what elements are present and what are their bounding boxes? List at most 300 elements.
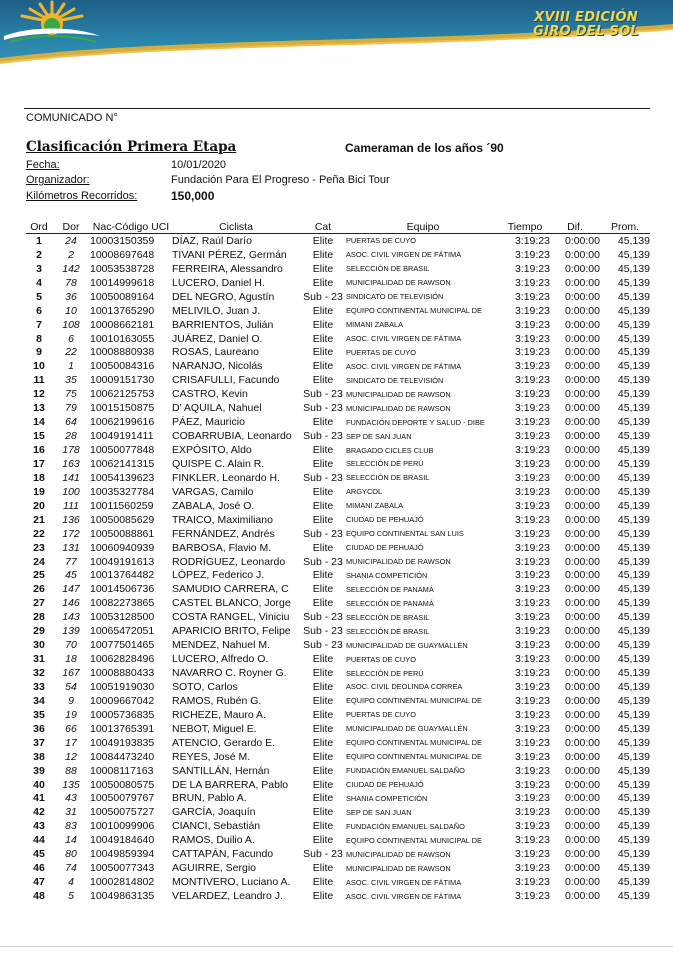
cell-category: Elite: [312, 541, 334, 554]
cell-avg-speed: 45,139: [617, 332, 650, 345]
cell-avg-speed: 45,139: [617, 653, 650, 666]
table-row: [26, 513, 650, 527]
cell-time: 3:19:23: [514, 485, 550, 498]
cell-category: Elite: [312, 806, 334, 819]
cell-rider: FERREIRA, Alessandro: [172, 262, 283, 275]
cell-category: Elite: [312, 834, 334, 847]
cell-gap: 0:00:00: [564, 276, 600, 289]
cell-time: 3:19:23: [514, 276, 550, 289]
cell-category: Elite: [312, 304, 334, 317]
cell-ord: 8: [36, 332, 42, 345]
event-name: GIRO DEL SOL: [533, 24, 639, 39]
cell-team: MUNICIPALIDAD DE GUAYMALLÉN: [346, 640, 468, 650]
cell-time: 3:19:23: [514, 667, 550, 680]
cell-time: 3:19:23: [514, 290, 550, 303]
cell-uci-code: 10050077343: [90, 862, 155, 875]
cell-ord: 43: [33, 820, 45, 833]
cell-rider: NAVARRO C. Royner G.: [172, 667, 287, 680]
cell-category: Elite: [312, 318, 334, 331]
cell-dorsal: 141: [62, 471, 80, 484]
cell-uci-code: 10008880938: [90, 346, 155, 359]
cell-uci-code: 10050084316: [90, 360, 155, 373]
cell-ord: 45: [33, 848, 45, 861]
cell-category: Elite: [312, 778, 334, 791]
cell-uci-code: 10008880433: [90, 667, 155, 680]
cell-rider: FERNÁNDEZ, Andrés: [172, 527, 275, 540]
cell-avg-speed: 45,139: [617, 625, 650, 638]
cell-team: ASOC. CIVIL DEOLINDA CORREA: [346, 682, 463, 692]
cell-time: 3:19:23: [514, 374, 550, 387]
table-row: [26, 610, 650, 624]
table-row: [26, 694, 650, 708]
cell-avg-speed: 45,139: [617, 416, 650, 429]
cell-ord: 31: [33, 653, 45, 666]
cell-dorsal: 111: [63, 499, 79, 512]
cell-time: 3:19:23: [514, 332, 550, 345]
cell-rider: DÍAZ, Raúl Darío: [172, 234, 252, 247]
cell-rider: VELARDEZ, Leandro J.: [172, 890, 283, 903]
cell-dorsal: 147: [62, 583, 80, 596]
table-row: [26, 499, 650, 513]
cell-avg-speed: 45,139: [617, 862, 650, 875]
cell-avg-speed: 45,139: [617, 304, 650, 317]
cell-avg-speed: 45,139: [617, 527, 650, 540]
cell-time: 3:19:23: [514, 848, 550, 861]
cell-gap: 0:00:00: [564, 667, 600, 680]
col-header-tiempo: Tiempo: [500, 220, 550, 234]
cell-ord: 44: [33, 834, 45, 847]
table-row: [26, 778, 650, 792]
cell-time: 3:19:23: [514, 416, 550, 429]
table-row: [26, 638, 650, 652]
cell-avg-speed: 45,139: [617, 360, 650, 373]
cell-gap: 0:00:00: [564, 625, 600, 638]
cell-category: Elite: [312, 276, 334, 289]
cell-avg-speed: 45,139: [617, 262, 650, 275]
cell-dorsal: 80: [65, 848, 77, 861]
cell-ord: 15: [33, 430, 45, 443]
cell-time: 3:19:23: [514, 722, 550, 735]
table-row: [26, 346, 650, 360]
cell-avg-speed: 45,139: [617, 444, 650, 457]
cell-avg-speed: 45,139: [617, 513, 650, 526]
cell-avg-speed: 45,139: [617, 778, 650, 791]
cell-gap: 0:00:00: [564, 569, 600, 582]
table-row: [26, 387, 650, 401]
cell-gap: 0:00:00: [564, 444, 600, 457]
cell-rider: DEL NEGRO, Agustín: [172, 290, 275, 303]
cell-gap: 0:00:00: [564, 290, 600, 303]
cell-avg-speed: 45,139: [617, 569, 650, 582]
cell-uci-code: 10013765290: [90, 304, 155, 317]
cell-avg-speed: 45,139: [617, 736, 650, 749]
cell-team: ASOC. CIVIL VIRGEN DE FÁTIMA: [346, 891, 462, 901]
stage-subtitle: Cameraman de los años ´90: [345, 141, 504, 155]
cell-gap: 0:00:00: [564, 708, 600, 721]
cell-time: 3:19:23: [514, 569, 550, 582]
cell-uci-code: 10010163055: [90, 332, 155, 345]
cell-time: 3:19:23: [514, 430, 550, 443]
cell-team: EQUIPO CONTINENTAL MUNICIPAL DE: [346, 738, 482, 748]
cell-ord: 26: [33, 583, 45, 596]
cell-team: CIUDAD DE PEHUAJÓ: [346, 515, 424, 525]
table-row: [26, 318, 650, 332]
km-row: [26, 189, 215, 203]
cell-gap: 0:00:00: [564, 653, 600, 666]
cell-rider: FINKLER, Leonardo H.: [172, 471, 280, 484]
cell-category: Elite: [312, 444, 334, 457]
cell-rider: COBARRUBIA, Leonardo: [172, 430, 292, 443]
cell-category: Elite: [312, 667, 334, 680]
cell-dorsal: 78: [65, 276, 77, 289]
cell-ord: 34: [33, 694, 45, 707]
cell-rider: ZABALA, José O.: [172, 499, 255, 512]
cell-avg-speed: 45,139: [617, 806, 650, 819]
cell-uci-code: 10008662181: [90, 318, 155, 331]
table-row: [26, 736, 650, 750]
cell-gap: 0:00:00: [564, 457, 600, 470]
cell-gap: 0:00:00: [564, 890, 600, 903]
cell-rider: SAMUDIO CARRERA, C: [172, 583, 289, 596]
cell-category: Elite: [312, 792, 334, 805]
cell-time: 3:19:23: [514, 806, 550, 819]
cell-ord: 1: [36, 234, 42, 247]
cell-uci-code: 10050088861: [90, 527, 155, 540]
col-header-equipo: Equipo: [346, 220, 500, 234]
table-row: [26, 541, 650, 555]
cell-team: SELECCIÓN DE BRASIL: [346, 612, 430, 622]
cell-ord: 2: [36, 248, 42, 261]
table-row: [26, 889, 650, 903]
col-header-ord: Ord: [26, 220, 52, 234]
table-row: [26, 359, 650, 373]
col-header-prom: Prom.: [600, 220, 650, 234]
cell-team: SHANIA COMPETICIÓN: [346, 570, 428, 580]
cell-dorsal: 17: [65, 736, 77, 749]
col-header-ciclista: Ciclista: [172, 220, 300, 234]
table-row: [26, 582, 650, 596]
cell-time: 3:19:23: [514, 736, 550, 749]
cell-rider: JUÁREZ, Daniel O.: [172, 332, 263, 345]
table-row: [26, 234, 650, 248]
cell-dorsal: 172: [62, 527, 80, 540]
cell-category: Elite: [312, 820, 334, 833]
cell-ord: 12: [33, 388, 45, 401]
cell-category: Elite: [312, 332, 334, 345]
cell-avg-speed: 45,139: [617, 374, 650, 387]
cell-gap: 0:00:00: [564, 471, 600, 484]
cell-team: MUNICIPALIDAD DE GUAYMALLÉN: [346, 724, 468, 734]
fecha-row: [26, 159, 227, 171]
cell-team: EQUIPO CONTINENTAL MUNICIPAL DE: [346, 752, 482, 762]
cell-dorsal: 36: [65, 290, 77, 303]
cell-category: Elite: [312, 736, 334, 749]
cell-dorsal: 4: [68, 876, 74, 889]
organizador-value: Fundación Para El Progreso - Peña Bici Tour: [171, 174, 390, 186]
cell-avg-speed: 45,139: [617, 820, 650, 833]
cell-ord: 41: [33, 792, 45, 805]
cell-uci-code: 10049863135: [90, 890, 155, 903]
cell-rider: QUISPE C. Alain R.: [172, 457, 265, 470]
cell-avg-speed: 45,139: [617, 680, 650, 693]
cell-dorsal: 31: [65, 806, 77, 819]
cell-dorsal: 83: [65, 820, 77, 833]
cell-gap: 0:00:00: [564, 876, 600, 889]
cell-dorsal: 77: [65, 555, 77, 568]
cell-rider: LÓPEZ, Federico J.: [172, 569, 265, 582]
cell-time: 3:19:23: [514, 457, 550, 470]
cell-team: MUNICIPALIDAD DE RAWSON: [346, 863, 451, 873]
table-row: [26, 861, 650, 875]
cell-avg-speed: 45,139: [617, 430, 650, 443]
cell-gap: 0:00:00: [564, 680, 600, 693]
cell-uci-code: 10013765391: [90, 722, 155, 735]
cell-uci-code: 10050075727: [90, 806, 155, 819]
cell-rider: REYES, José M.: [172, 750, 251, 763]
cell-time: 3:19:23: [514, 527, 550, 540]
cell-dorsal: 9: [68, 694, 74, 707]
results-body: [26, 234, 650, 904]
cell-category: Elite: [312, 750, 334, 763]
cell-rider: BARBOSA, Flavio M.: [172, 541, 272, 554]
cell-ord: 29: [33, 625, 45, 638]
table-row: [26, 401, 650, 415]
cell-gap: 0:00:00: [564, 304, 600, 317]
cell-team: MUNICIPALIDAD DE RAWSON: [346, 389, 451, 399]
cell-time: 3:19:23: [514, 792, 550, 805]
cell-time: 3:19:23: [514, 444, 550, 457]
table-row: [26, 764, 650, 778]
cell-gap: 0:00:00: [564, 583, 600, 596]
cell-uci-code: 10065472051: [90, 625, 155, 638]
cell-time: 3:19:23: [514, 778, 550, 791]
cell-team: EQUIPO CONTINENTAL MUNICIPAL DE: [346, 835, 482, 845]
cell-rider: SANTILLÁN, Hernán: [172, 764, 270, 777]
cell-rider: APARICIO BRITO, Felipe: [172, 625, 291, 638]
cell-team: SELECCIÓN DE BRASIL: [346, 626, 430, 636]
cell-category: Elite: [312, 262, 334, 275]
cell-category: Elite: [312, 680, 334, 693]
cell-dorsal: 12: [65, 750, 77, 763]
cell-time: 3:19:23: [514, 583, 550, 596]
km-value: 150,000: [171, 189, 215, 203]
cell-uci-code: 10008697648: [90, 248, 155, 261]
table-row: [26, 415, 650, 429]
cell-gap: 0:00:00: [564, 597, 600, 610]
cell-ord: 10: [33, 360, 45, 373]
cell-gap: 0:00:00: [564, 639, 600, 652]
cell-dorsal: 22: [65, 346, 77, 359]
cell-gap: 0:00:00: [564, 374, 600, 387]
cell-avg-speed: 45,139: [617, 694, 650, 707]
cell-dorsal: 163: [62, 457, 80, 470]
table-row: [26, 457, 650, 471]
cell-ord: 37: [33, 736, 45, 749]
cell-gap: 0:00:00: [564, 513, 600, 526]
cell-rider: TRAICO, Maximiliano: [172, 513, 273, 526]
table-row: [26, 847, 650, 861]
cell-avg-speed: 45,139: [617, 388, 650, 401]
cell-gap: 0:00:00: [564, 234, 600, 247]
cell-avg-speed: 45,139: [617, 834, 650, 847]
cell-time: 3:19:23: [514, 890, 550, 903]
cell-team: MUNICIPALIDAD DE RAWSON: [346, 278, 451, 288]
cell-category: Elite: [312, 583, 334, 596]
cell-team: SELECCIÓN DE BRASIL: [346, 264, 430, 274]
cell-ord: 48: [33, 890, 45, 903]
cell-uci-code: 10050085629: [90, 513, 155, 526]
cell-rider: BRUN, Pablo A.: [172, 792, 247, 805]
table-row: [26, 833, 650, 847]
cell-ord: 33: [33, 680, 45, 693]
cell-team: FUNDACIÓN EMANUEL SALDAÑO: [346, 821, 465, 831]
cell-avg-speed: 45,139: [617, 611, 650, 624]
table-row: [26, 708, 650, 722]
cell-uci-code: 10014999618: [90, 276, 155, 289]
results-header-row: [26, 220, 650, 234]
cell-gap: 0:00:00: [564, 416, 600, 429]
cell-time: 3:19:23: [514, 834, 550, 847]
cell-uci-code: 10050089164: [90, 290, 155, 303]
cell-uci-code: 10062125753: [90, 388, 155, 401]
cell-category: Elite: [312, 569, 334, 582]
cell-category: Elite: [312, 248, 334, 261]
cell-time: 3:19:23: [514, 597, 550, 610]
cell-dorsal: 45: [65, 569, 77, 582]
cell-avg-speed: 45,139: [617, 248, 650, 261]
col-header-uci: Nac-Código UCI: [90, 220, 172, 234]
cell-gap: 0:00:00: [564, 346, 600, 359]
cell-uci-code: 10053538728: [90, 262, 155, 275]
cell-ord: 36: [33, 722, 45, 735]
table-row: [26, 666, 650, 680]
cell-category: Elite: [312, 694, 334, 707]
table-row: [26, 596, 650, 610]
cell-rider: CASTEL BLANCO, Jorge: [172, 597, 291, 610]
table-row: [26, 485, 650, 499]
cell-gap: 0:00:00: [564, 750, 600, 763]
cell-gap: 0:00:00: [564, 764, 600, 777]
table-row: [26, 555, 650, 569]
cell-category: Sub - 23: [303, 402, 343, 415]
cell-uci-code: 10077501465: [90, 639, 155, 652]
cell-ord: 14: [33, 416, 45, 429]
table-row: [26, 304, 650, 318]
cell-rider: ATENCIO, Gerardo E.: [172, 736, 276, 749]
cell-dorsal: 14: [65, 834, 77, 847]
cell-uci-code: 10050077848: [90, 444, 155, 457]
cell-uci-code: 10084473240: [90, 750, 155, 763]
cell-avg-speed: 45,139: [617, 876, 650, 889]
cell-time: 3:19:23: [514, 262, 550, 275]
cell-avg-speed: 45,139: [617, 541, 650, 554]
cell-avg-speed: 45,139: [617, 890, 650, 903]
cell-gap: 0:00:00: [564, 862, 600, 875]
cell-gap: 0:00:00: [564, 485, 600, 498]
cell-avg-speed: 45,139: [617, 290, 650, 303]
cell-uci-code: 10062828496: [90, 653, 155, 666]
cell-category: Sub - 23: [303, 555, 343, 568]
cell-gap: 0:00:00: [564, 430, 600, 443]
cell-team: SINDICATO DE TELEVISIÓN: [346, 292, 444, 302]
cell-dorsal: 75: [65, 388, 77, 401]
cell-dorsal: 142: [62, 262, 80, 275]
cell-ord: 30: [33, 639, 45, 652]
cell-time: 3:19:23: [514, 304, 550, 317]
cell-uci-code: 10009151730: [90, 374, 155, 387]
cell-uci-code: 10014506736: [90, 583, 155, 596]
cell-rider: CATTAPÁN, Facundo: [172, 848, 274, 861]
cell-time: 3:19:23: [514, 876, 550, 889]
cell-ord: 21: [33, 513, 45, 526]
cell-team: CIUDAD DE PEHUAJÓ: [346, 543, 424, 553]
cell-ord: 3: [36, 262, 42, 275]
cell-team: FUNDACIÓN DEPORTE Y SALUD - DIBE: [346, 417, 485, 427]
cell-dorsal: 5: [68, 890, 74, 903]
cell-time: 3:19:23: [514, 680, 550, 693]
cell-team: SELECCIÓN DE PANAMÁ: [346, 598, 434, 608]
cell-dorsal: 70: [65, 639, 77, 652]
cell-team: ARGYCOL: [346, 487, 383, 497]
cell-rider: MONTIVERO, Luciano A.: [172, 876, 291, 889]
table-row: [26, 332, 650, 346]
table-row: [26, 722, 650, 736]
cell-uci-code: 10008117163: [90, 764, 154, 777]
cell-time: 3:19:23: [514, 694, 550, 707]
cell-category: Sub - 23: [303, 527, 343, 540]
cell-team: SELECCIÓN DE BRASIL: [346, 473, 430, 483]
cell-category: Elite: [312, 360, 334, 373]
cell-rider: DE LA BARRERA, Pablo: [172, 778, 289, 791]
cell-uci-code: 10003150359: [90, 234, 155, 247]
cell-time: 3:19:23: [514, 513, 550, 526]
cell-team: MUNICIPALIDAD DE RAWSON: [346, 557, 451, 567]
cell-rider: PÁEZ, Mauricio: [172, 416, 245, 429]
cell-uci-code: 10049191613: [90, 555, 155, 568]
cell-ord: 39: [33, 764, 45, 777]
cell-time: 3:19:23: [514, 541, 550, 554]
cell-rider: NARANJO, Nicolás: [172, 360, 263, 373]
cell-uci-code: 10011560259: [90, 499, 154, 512]
cell-team: SINDICATO DE TELEVISIÓN: [346, 375, 444, 385]
cell-dorsal: 143: [62, 611, 80, 624]
cell-dorsal: 54: [65, 680, 77, 693]
cell-team: EQUIPO CONTINENTAL SAN LUIS: [346, 529, 464, 539]
cell-avg-speed: 45,139: [617, 499, 650, 512]
cell-dorsal: 64: [65, 416, 77, 429]
cell-gap: 0:00:00: [564, 541, 600, 554]
col-header-dor: Dor: [52, 220, 90, 234]
cell-dorsal: 135: [62, 778, 80, 791]
cell-dorsal: 6: [68, 332, 74, 345]
organizador-row: [26, 174, 390, 186]
cell-gap: 0:00:00: [564, 318, 600, 331]
cell-gap: 0:00:00: [564, 820, 600, 833]
cell-dorsal: 1: [68, 360, 74, 373]
cell-uci-code: 10050079767: [90, 792, 155, 805]
cell-rider: NEBOT, Miguel E.: [172, 722, 257, 735]
cell-time: 3:19:23: [514, 653, 550, 666]
km-label: Kilómetros Recorridos:: [26, 190, 138, 202]
cell-dorsal: 79: [65, 402, 77, 415]
cell-time: 3:19:23: [514, 820, 550, 833]
cell-category: Sub - 23: [303, 290, 343, 303]
cell-ord: 5: [36, 290, 42, 303]
cell-avg-speed: 45,139: [617, 750, 650, 763]
table-row: [26, 805, 650, 819]
cell-avg-speed: 45,139: [617, 346, 650, 359]
cell-avg-speed: 45,139: [617, 722, 650, 735]
